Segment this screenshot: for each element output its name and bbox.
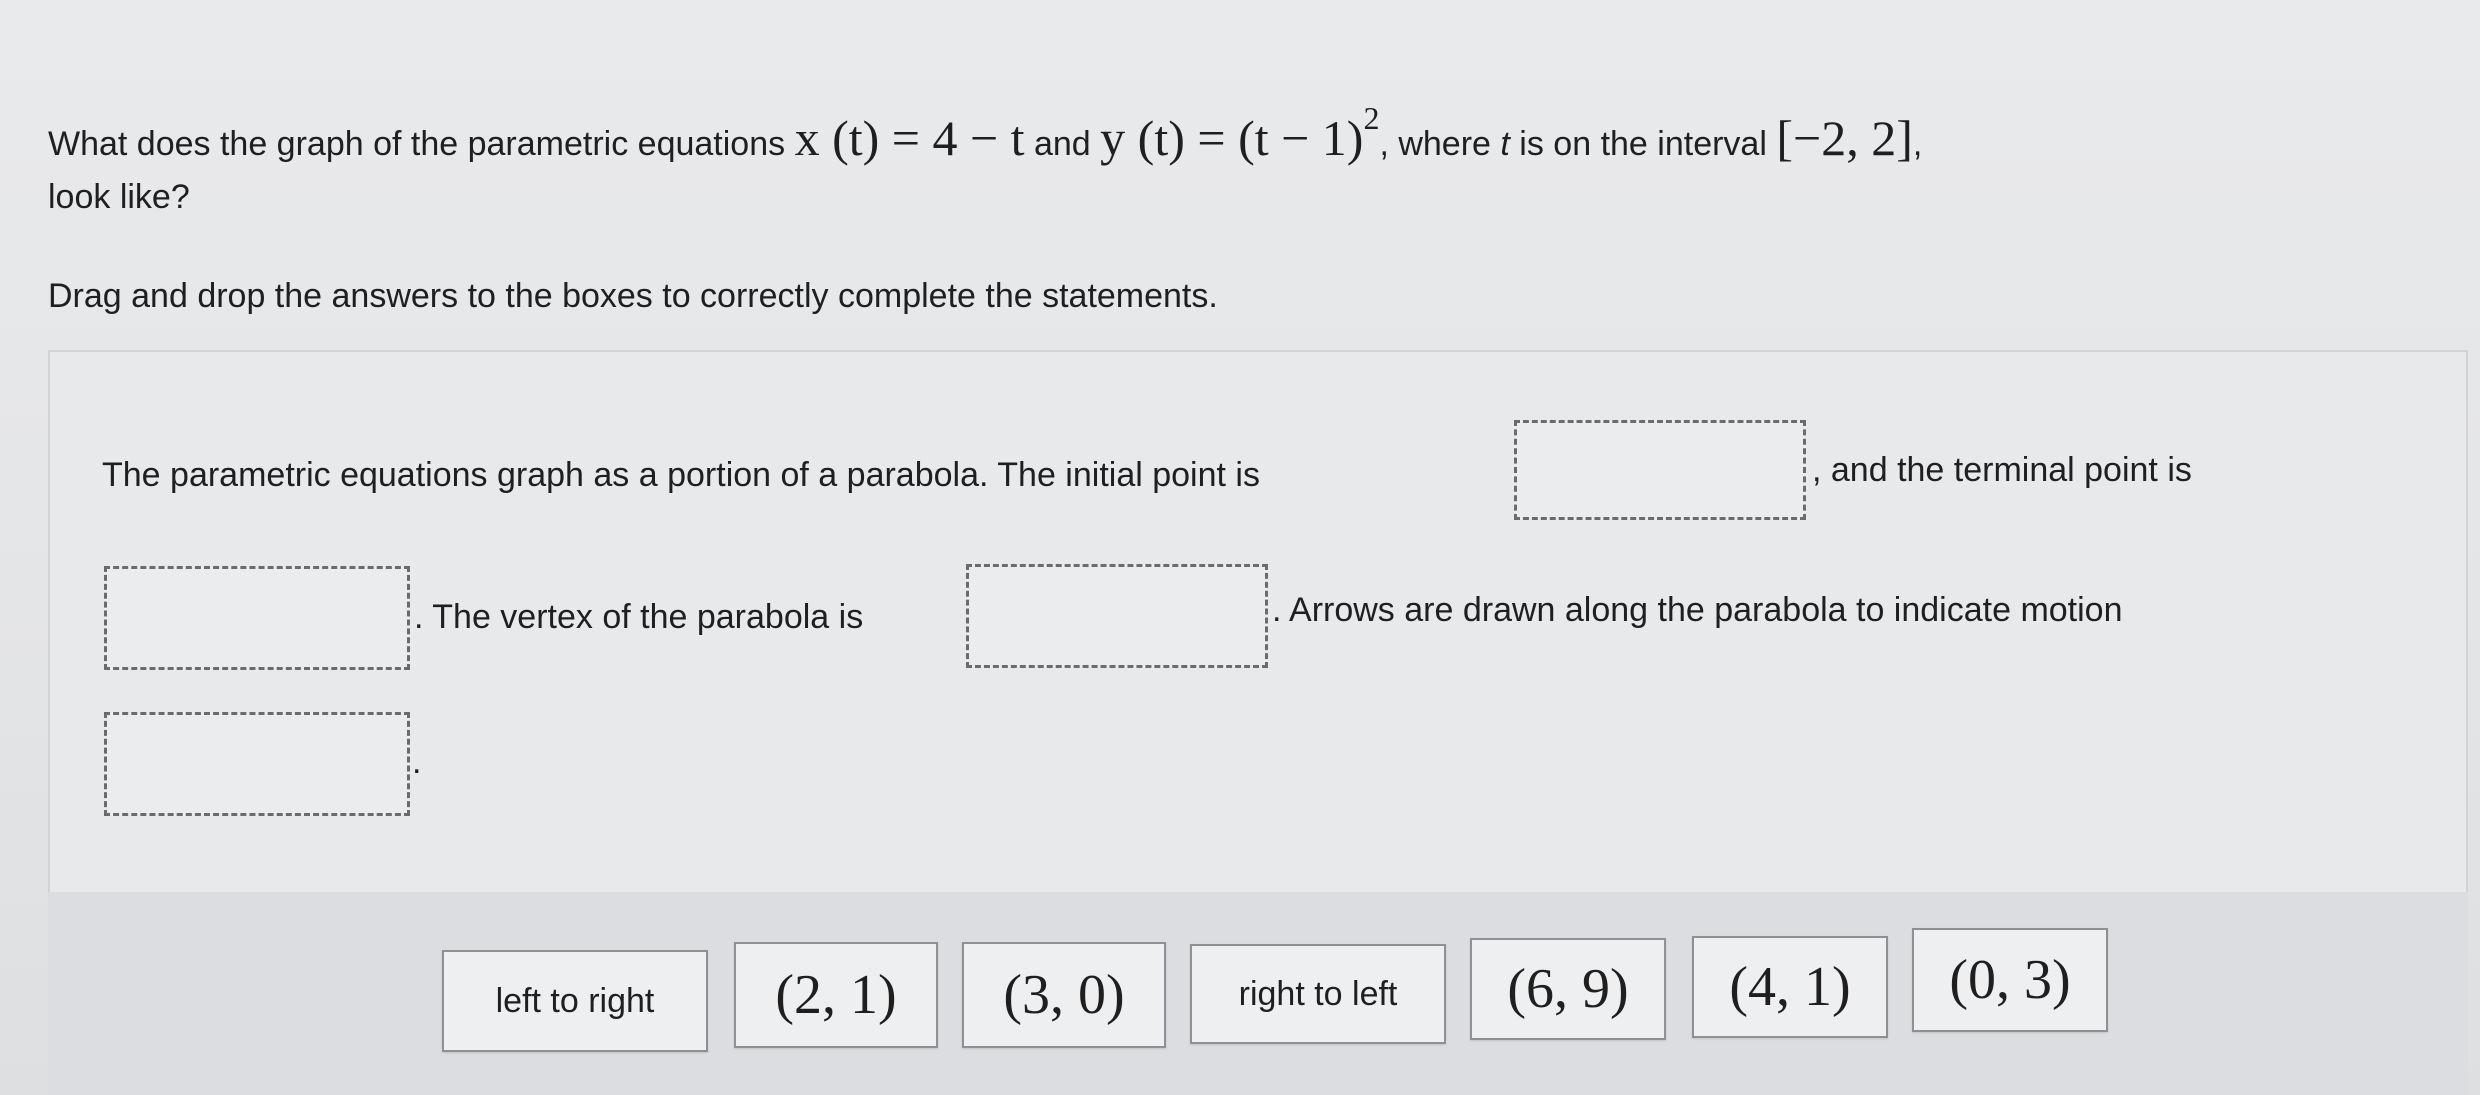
answer-choice-point-6-9[interactable]: [1470, 938, 1666, 1040]
drop-box-vertex[interactable]: [966, 564, 1268, 668]
answer-choice-left-to-right[interactable]: [442, 950, 708, 1052]
x-equation: x (t) = 4 − t: [794, 110, 1025, 166]
answer-choice-point-4-1[interactable]: [1692, 936, 1888, 1038]
answer-choice-label: (2, 1): [775, 964, 897, 1026]
answer-choice-label: (3, 0): [1003, 964, 1125, 1026]
y-equation: [1100, 100, 1380, 166]
question-text: [48, 100, 2428, 220]
drop-box-terminal-point[interactable]: [104, 566, 410, 670]
answer-choice-right-to-left[interactable]: [1190, 944, 1446, 1044]
question-where: , where: [1379, 125, 1501, 163]
interval: [−2, 2]: [1776, 110, 1913, 166]
drop-box-direction[interactable]: [104, 712, 410, 816]
statement-part-2: , and the terminal point is: [1812, 451, 2192, 489]
drop-box-initial-point[interactable]: [1514, 420, 1806, 520]
answer-choice-label: (0, 3): [1949, 949, 2071, 1011]
answer-choice-label: right to left: [1238, 974, 1398, 1013]
statement-part-1: The parametric equations graph as a portion of a parabola. The initial point is: [102, 456, 1260, 494]
instructions: Drag and drop the answers to the boxes to correctly complete the statements.: [48, 277, 1218, 315]
answer-choice-label: (4, 1): [1729, 956, 1851, 1018]
answer-choice-label: (6, 9): [1507, 958, 1629, 1020]
question-line-2: look like?: [48, 178, 190, 216]
answer-choice-point-3-0[interactable]: [962, 942, 1166, 1048]
statement-part-3: . The vertex of the parabola is: [414, 598, 864, 636]
statement-part-4: . Arrows are drawn along the parabola to indicate motion: [1272, 591, 2123, 629]
answer-choice-point-2-1[interactable]: [734, 942, 938, 1048]
question-prefix: What does the graph of the parametric equations: [48, 125, 795, 163]
statement-part-5: .: [412, 743, 422, 781]
question-line-1: [48, 100, 2428, 174]
answer-choice-label: left to right: [495, 981, 655, 1020]
answer-choice-point-0-3[interactable]: [1912, 928, 2108, 1032]
question-and: and: [1024, 125, 1101, 163]
y-equation-base: y (t) = (t − 1): [1100, 110, 1364, 166]
question-suffix: ,: [1912, 125, 1923, 163]
question-interval-text: is on the interval: [1509, 125, 1777, 163]
y-equation-exponent: 2: [1363, 100, 1380, 136]
t-variable: t: [1500, 125, 1510, 163]
